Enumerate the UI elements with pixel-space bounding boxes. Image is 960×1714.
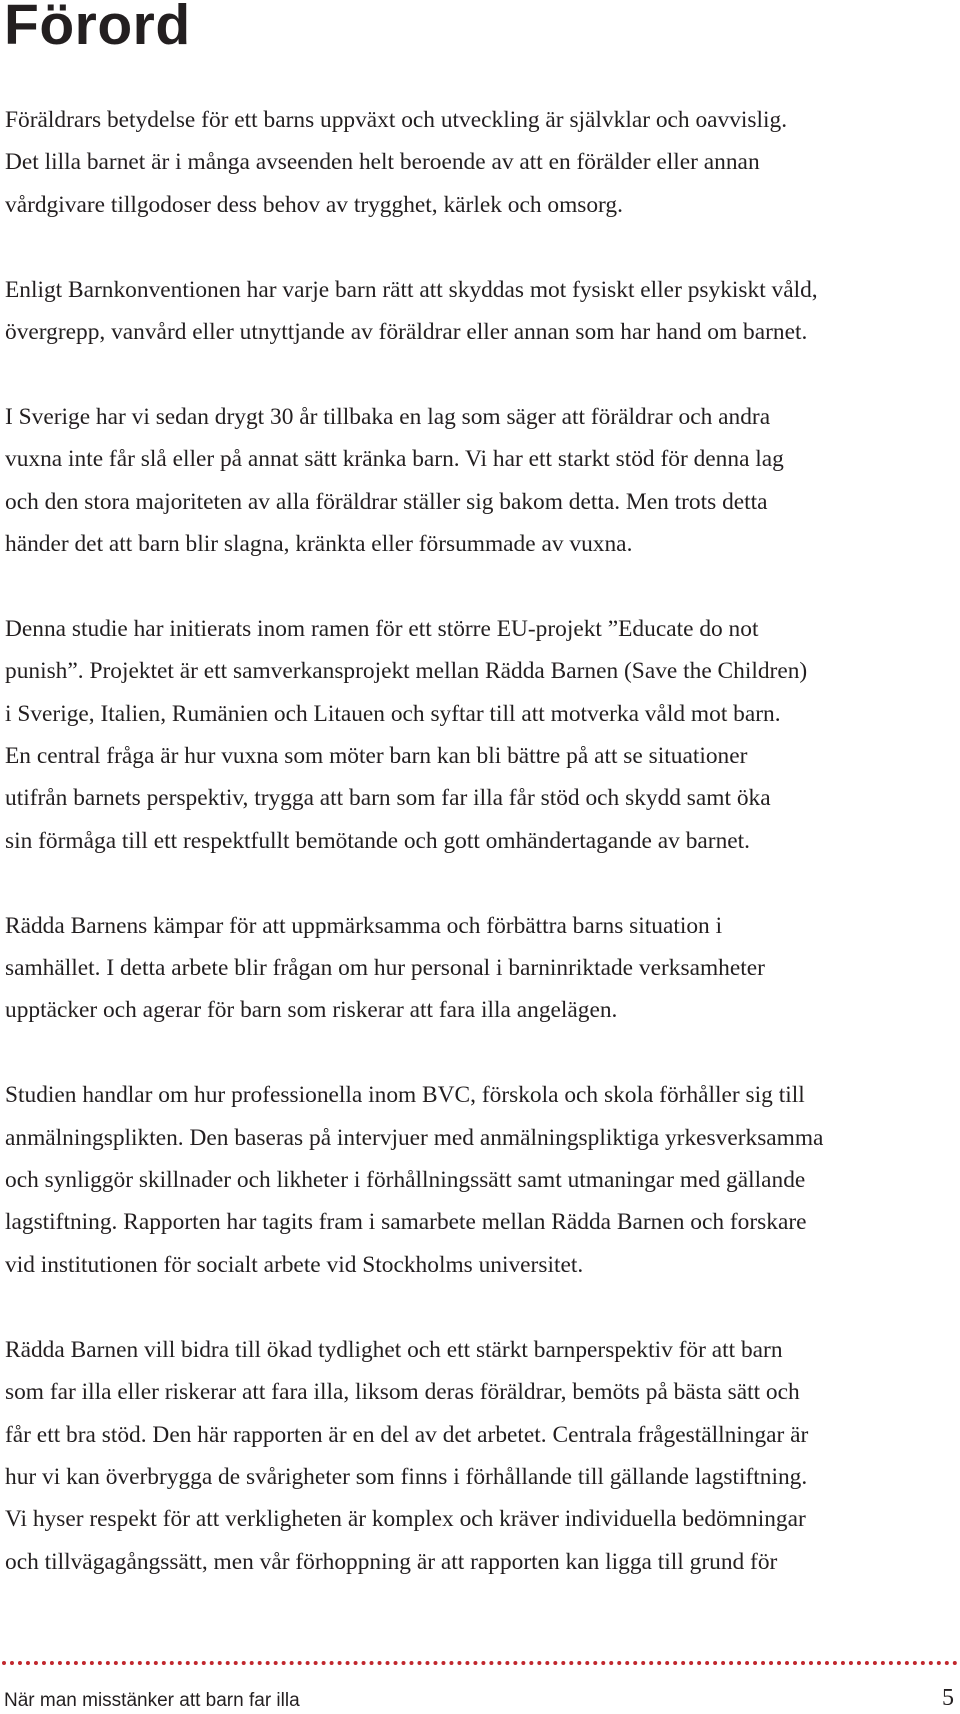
text-line: vid institutionen för socialt arbete vid Stockholms universitet.: [5, 1251, 584, 1278]
text-line: i Sverige, Italien, Rumänien och Litauen och syftar till att motverka våld mot barn.: [5, 700, 781, 727]
text-line: anmälningsplikten. Den baseras på intervjuer med anmälningspliktiga yrkesverksamma: [5, 1124, 824, 1151]
text-line: vuxna inte får slå eller på annat sätt kränka barn. Vi har ett starkt stöd för denna lag: [5, 446, 784, 473]
text-line: upptäcker och agerar för barn som riskerar att fara illa angelägen.: [5, 997, 618, 1024]
page-heading: Förord: [4, 0, 191, 57]
paragraph: [5, 608, 953, 862]
text-line: och tillvägagångssätt, men vår förhoppning är att rapporten kan ligga till grund för: [5, 1548, 778, 1575]
text-line: får ett bra stöd. Den här rapporten är en del av det arbetet. Centrala frågeställningar är: [5, 1421, 809, 1448]
text-line: lagstiftning. Rapporten har tagits fram i samarbete mellan Rädda Barnen och forskare: [5, 1209, 807, 1236]
text-line: som far illa eller riskerar att fara illa, liksom deras föräldrar, bemöts på bästa sätt och: [5, 1379, 800, 1406]
paragraph: [5, 1074, 953, 1286]
paragraph: [5, 99, 953, 226]
text-line: Det lilla barnet är i många avseenden helt beroende av att en förälder eller annan: [5, 149, 760, 176]
text-line: Studien handlar om hur professionella inom BVC, förskola och skola förhåller sig till: [5, 1082, 805, 1109]
text-line: Rädda Barnen vill bidra till ökad tydlighet och ett stärkt barnperspektiv för att barn: [5, 1336, 783, 1363]
text-line: hur vi kan överbrygga de svårigheter som finns i förhållande till gällande lagstiftning.: [5, 1463, 808, 1490]
paragraph: [5, 1329, 953, 1583]
page-number: 5: [942, 1685, 954, 1711]
text-line: händer det att barn blir slagna, kränkta eller försummade av vuxna.: [5, 531, 633, 558]
text-line: Vi hyser respekt för att verkligheten är komplex och kräver individuella bedömningar: [5, 1506, 806, 1533]
text-line: Föräldrars betydelse för ett barns uppväxt och utveckling är självklar och oavvislig.: [5, 107, 788, 133]
paragraph: [5, 269, 953, 354]
text-line: Rädda Barnens kämpar för att uppmärksamma och förbättra barns situation i: [5, 912, 723, 939]
footer-dotted-rule: [2, 1661, 958, 1665]
text-line: Denna studie har initierats inom ramen för ett större EU-projekt ”Educate do not: [5, 615, 759, 642]
text-line: sin förmåga till ett respektfullt bemötande och gott omhändertagande av barnet.: [5, 827, 751, 854]
paragraph: [5, 396, 953, 566]
text-line: En central fråga är hur vuxna som möter barn kan bli bättre på att se situationer: [5, 743, 748, 770]
text-line: vårdgivare tillgodoser dess behov av trygghet, kärlek och omsorg.: [5, 191, 623, 218]
footer-title: När man misstänker att barn far illa: [4, 1690, 300, 1711]
body-text: [5, 99, 953, 1583]
text-line: samhället. I detta arbete blir frågan om hur personal i barninriktade verksamheter: [5, 955, 765, 982]
text-line: och synliggör skillnader och likheter i förhållningssätt samt utmaningar med gällande: [5, 1167, 806, 1194]
text-line: övergrepp, vanvård eller utnyttjande av föräldrar eller annan som har hand om barnet.: [5, 319, 808, 346]
text-line: utifrån barnets perspektiv, trygga att barn som far illa får stöd och skydd samt öka: [5, 785, 771, 812]
text-line: och den stora majoriteten av alla föräldrar ställer sig bakom detta. Men trots detta: [5, 488, 768, 515]
paragraph: [5, 905, 953, 1032]
text-line: Enligt Barnkonventionen har varje barn rätt att skyddas mot fysiskt eller psykiskt våld,: [5, 276, 818, 303]
text-line: punish”. Projektet är ett samverkansprojekt mellan Rädda Barnen (Save the Children): [5, 658, 808, 685]
text-line: I Sverige har vi sedan drygt 30 år tillbaka en lag som säger att föräldrar och andra: [5, 403, 771, 430]
